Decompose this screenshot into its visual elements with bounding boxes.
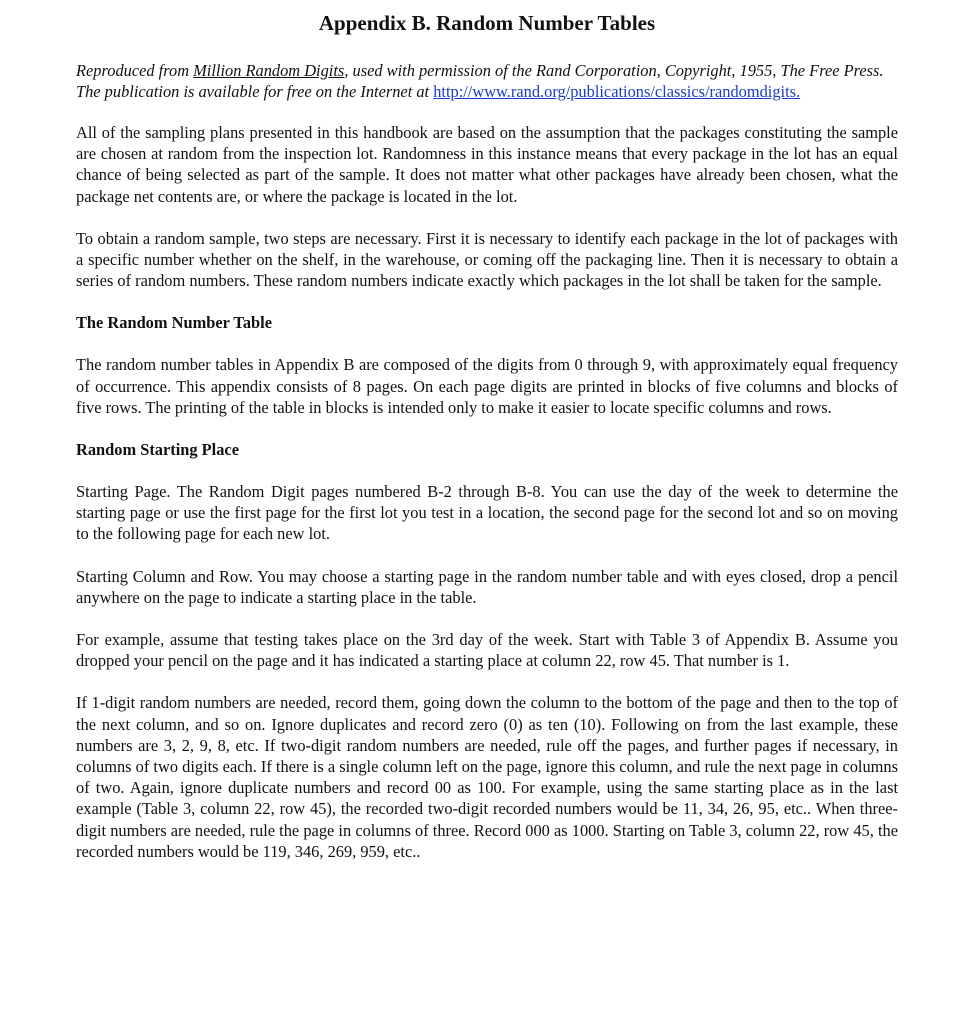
- credit-suffix: , used with permission of the Rand Corporation, Copyright, 1955, The Free Press. The publication is available for free on the Internet at: [76, 61, 884, 101]
- credit-note: [76, 60, 898, 102]
- credit-book-title: Million Random Digits: [193, 61, 345, 80]
- paragraph-sampling-assumption: All of the sampling plans presented in this handbook are based on the assumption that the packages constituting the sample are chosen at random from the inspection lot. Randomness in this instance means that every package in the lot has an equal chance of being selected as part of the sample. It does not matter what other packages have already been chosen, what the package net contents are, or where the package is located in the lot.: [76, 123, 898, 206]
- heading-random-starting-place: Random Starting Place: [76, 440, 239, 460]
- paragraph-starting-page: Starting Page. The Random Digit pages numbered B-2 through B-8. You can use the day of the week to determine the starting page or use the first page for the first lot you test in a location, the second page for the second lot and so on moving to the following page for each new lot.: [76, 482, 898, 544]
- credit-prefix: Reproduced from: [76, 61, 194, 80]
- page-title: Appendix B. Random Number Tables: [318, 11, 656, 35]
- paragraph-obtain-sample: To obtain a random sample, two steps are necessary. First it is necessary to identify each package in the lot of packages with a specific number whether on the shelf, in the warehouse, or coming off the packaging line. Then it is necessary to obtain a series of random numbers. These random numbers indicate exactly which packages in the lot shall be taken for the sample.: [76, 228, 898, 291]
- paragraph-starting-column-row: Starting Column and Row. You may choose a starting page in the random number table and with eyes closed, drop a pencil anywhere on the page to indicate a starting place in the table.: [76, 566, 898, 607]
- paragraph-example: For example, assume that testing takes place on the 3rd day of the week. Start with Table 3 of Appendix B. Assume you dropped your pencil on the page and it has indicated a starting place at column 22, row 45. That number is 1.: [76, 630, 898, 671]
- heading-random-number-table: The Random Number Table: [76, 313, 272, 333]
- paragraph-recording-numbers: If 1-digit random numbers are needed, record them, going down the column to the bottom of the page and then to the top of the next column, and so on. Ignore duplicates and record zero (0) as ten (10). Following on from the last example, these numbers are 3, 2, 9, 8, etc. If two-digit random numbers are needed, rule off the pages, and further pages if necessary, in columns of two digits each. If there is a single column left on the page, ignore this column, and rule the next page in columns of two. Again, ignore duplicate numbers and record 00 as 100. For example, using the same starting place as in the last example (Table 3, column 22, row 45), the recorded two-digit recorded numbers would be 11, 34, 26, 95, etc.. When three-digit numbers are needed, rule the page in columns of three. Record 000 as 1000. Starting on Table 3, column 22, row 45, the recorded numbers would be 119, 346, 269, 959, etc..: [76, 693, 898, 861]
- rand-link[interactable]: http://www.rand.org/publications/classics/randomdigits.: [433, 82, 801, 101]
- paragraph-table-description: The random number tables in Appendix B are composed of the digits from 0 through 9, with approximately equal frequency of occurrence. This appendix consists of 8 pages. On each page digits are printed in blocks of five columns and blocks of five rows. The printing of the table in blocks is intended only to make it easier to locate specific columns and rows.: [76, 355, 898, 417]
